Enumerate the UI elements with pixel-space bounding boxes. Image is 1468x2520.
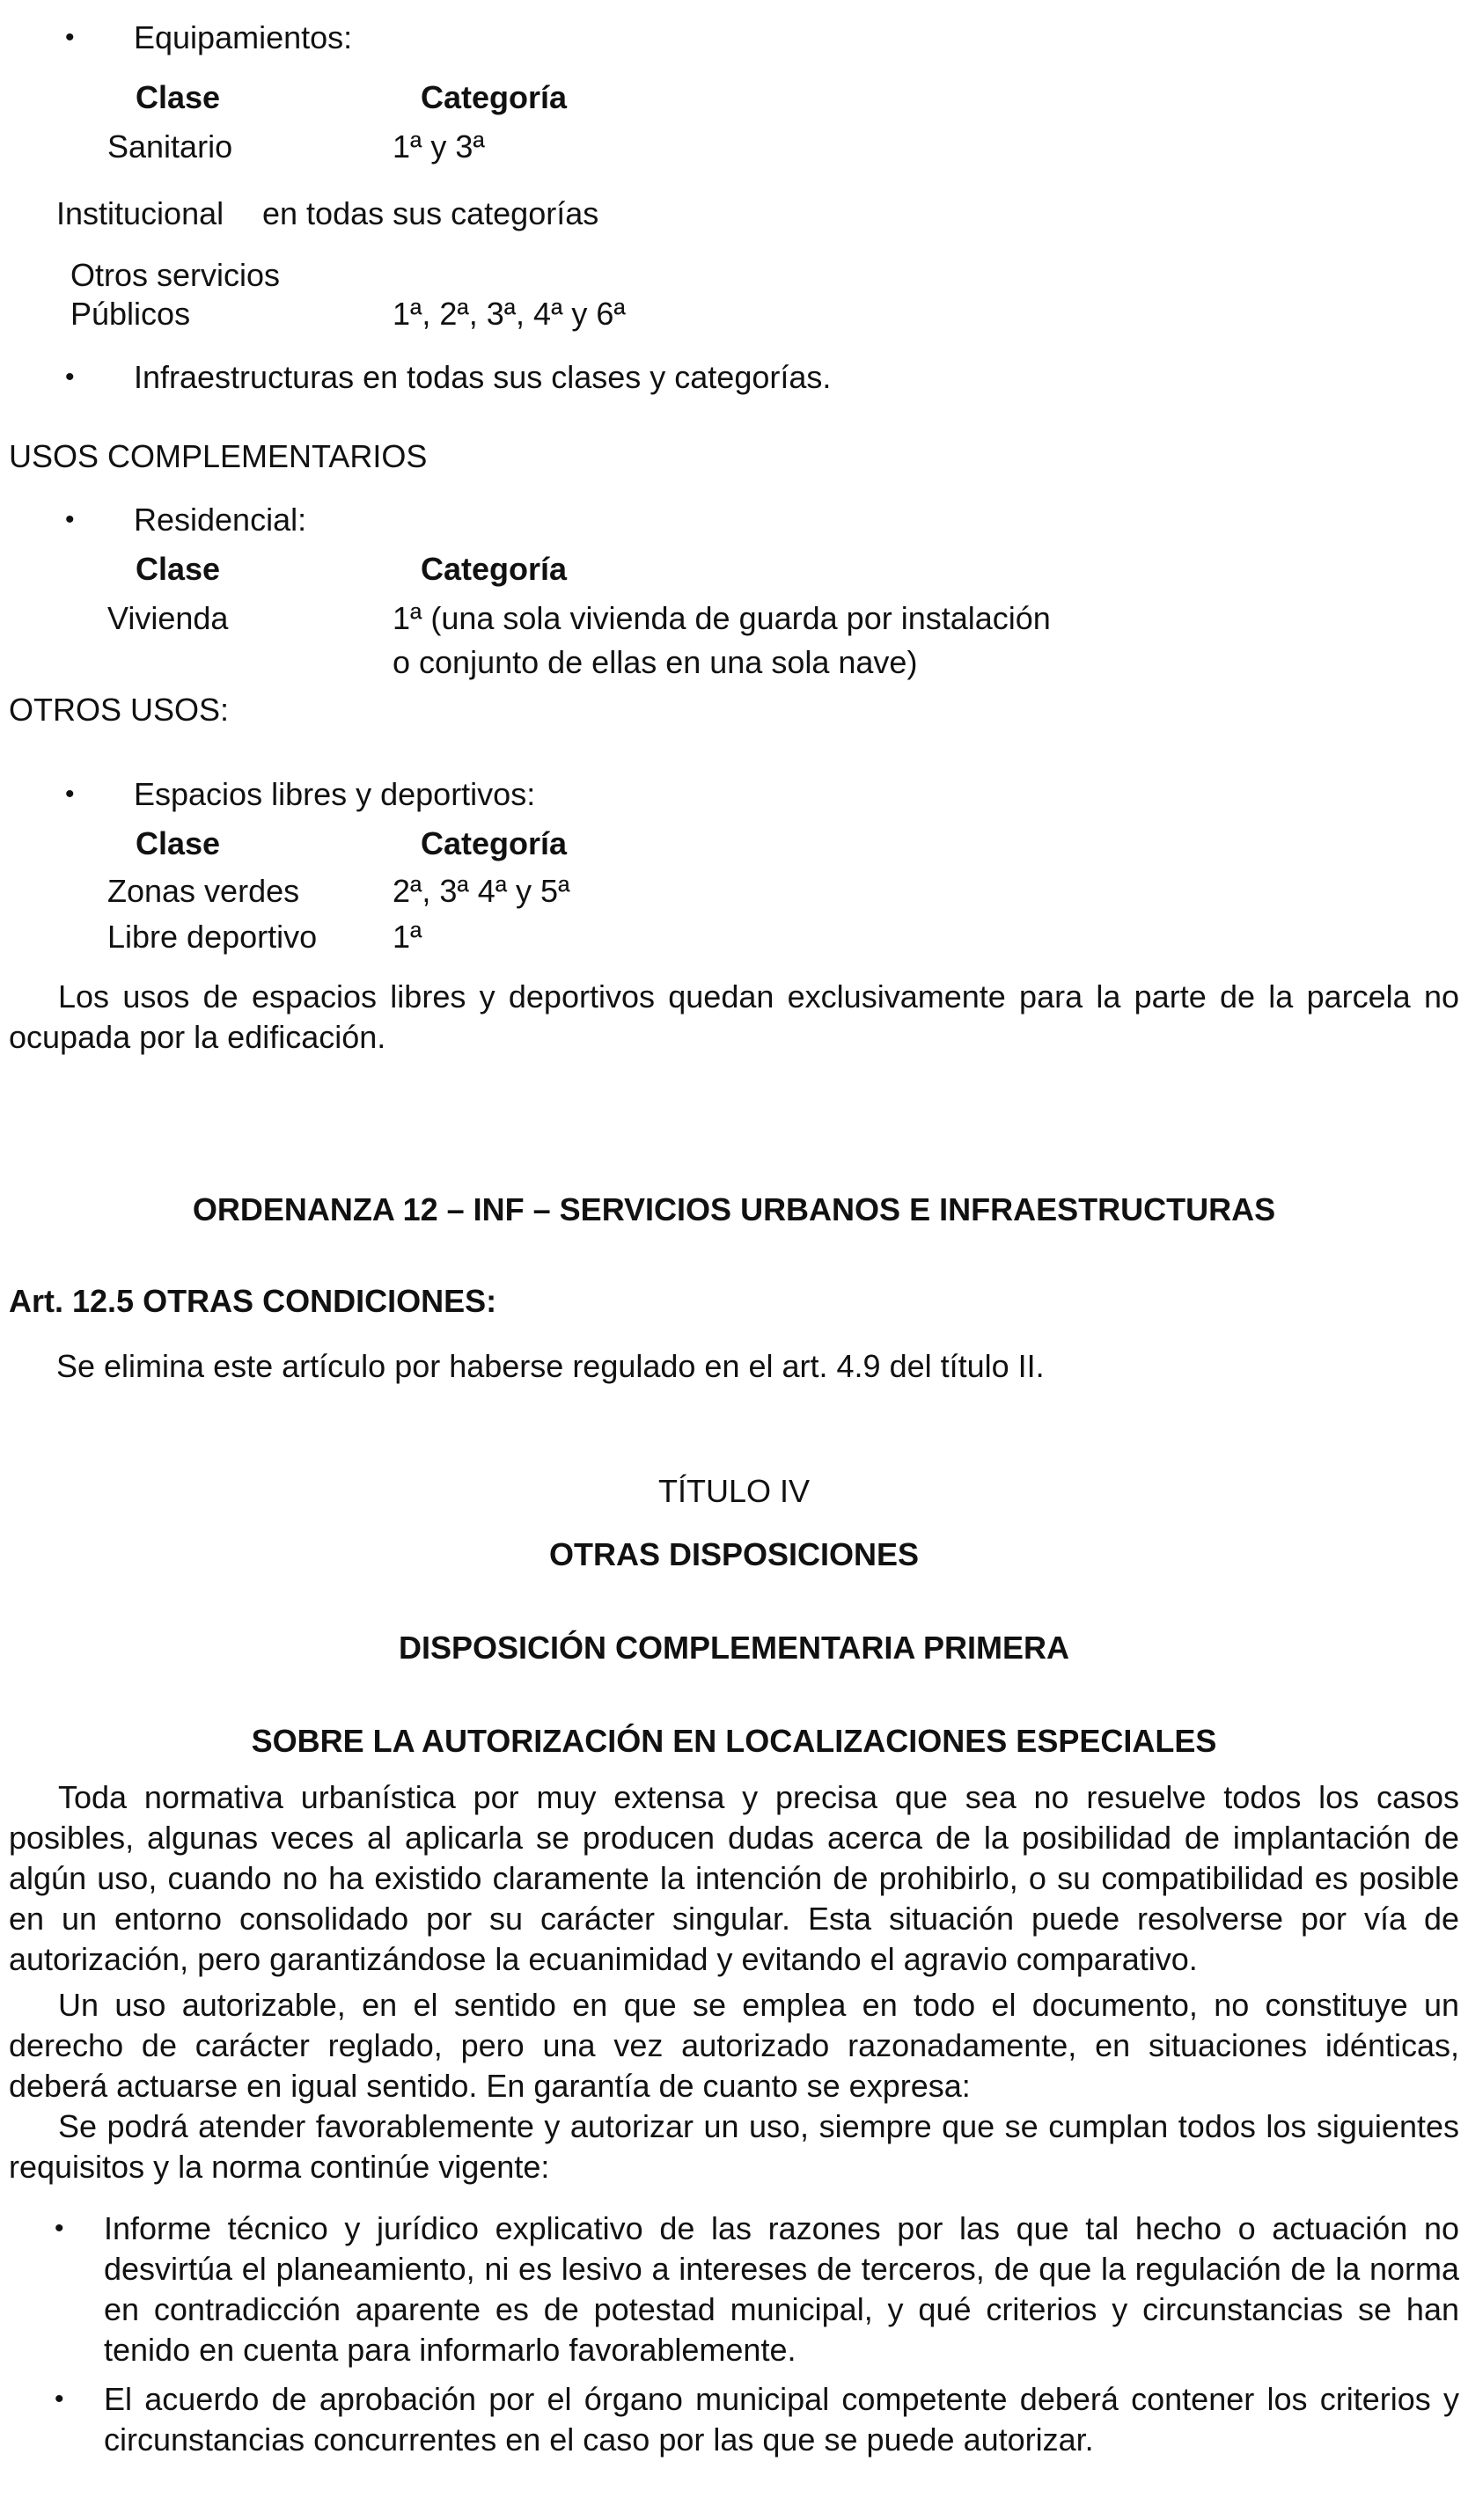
disposicion-title: DISPOSICIÓN COMPLEMENTARIA PRIMERA [398,1630,1070,1666]
residencial-heading: Residencial: [134,502,307,538]
column-header-clase: Clase [136,825,221,861]
column-header-clase: Clase [136,79,221,115]
categoria-institucional: en todas sus categorías [262,195,599,231]
equipamientos-heading: Equipamientos: [134,19,353,55]
bullet-icon: • [65,23,75,52]
clase-sanitario: Sanitario [107,128,233,165]
ordenanza-title: ORDENANZA 12 – INF – SERVICIOS URBANOS E INFRAESTRUCTURAS [192,1191,1276,1227]
categoria-otros-servicios: 1ª, 2ª, 3ª, 4ª y 6ª [393,296,626,332]
espacios-note: Los usos de espacios libres y deportivos quedan exclusivamente para la parte de la parcela no ocupada por la edificación. [9,978,1459,1055]
article-title: Art. 12.5 OTRAS CONDICIONES: [9,1283,497,1319]
list-item: El acuerdo de aprobación por el órgano municipal competente deberá contener los criterios y circunstancias concurrentes en el caso por las que se puede autorizar. [104,2381,1459,2458]
clase-zonas-verdes: Zonas verdes [107,873,300,909]
bullet-icon: • [65,505,75,534]
bullet-icon: • [55,2214,64,2243]
article-text: Se elimina este artículo por haberse regulado en el art. 4.9 del título II. [56,1348,1045,1384]
clase-otros-servicios-line2: Públicos [70,296,191,332]
bullet-icon: • [65,363,75,392]
clase-otros-servicios-line1: Otros servicios [70,257,281,293]
bullet-icon: • [55,2384,64,2414]
clase-libre-deportivo: Libre deportivo [107,919,318,955]
infraestructuras-item: Infraestructuras en todas sus clases y categorías. [134,359,832,395]
categoria-zonas-verdes: 2ª, 3ª 4ª y 5ª [393,873,570,909]
categoria-sanitario: 1ª y 3ª [393,128,485,165]
categoria-vivienda-line2: o conjunto de ellas en una sola nave) [393,644,918,680]
clase-vivienda: Vivienda [107,600,229,636]
otros-usos-heading: OTROS USOS: [9,692,230,728]
titulo-name: OTRAS DISPOSICIONES [548,1536,920,1572]
clase-institucional: Institucional [56,195,224,231]
categoria-vivienda-line1: 1ª (una sola vivienda de guarda por instalación [393,600,1051,636]
titulo-number: TÍTULO IV [657,1473,811,1509]
column-header-clase: Clase [136,551,221,587]
paragraph-2: Un uso autorizable, en el sentido en que se emplea en todo el documento, no constituye un derecho de carácter reglado, pero una vez autorizado razonadamente, en situaciones idénticas, deberá actuarse en igual sentido. En garantía de cuanto se expresa: [9,1987,1459,2104]
list-item: Informe técnico y jurídico explicativo de las razones por las que tal hecho o actuación no desvirtúa el planeamiento, ni es lesivo a intereses de terceros, de que la regulación de la norma en contradicción aparente es de potestad municipal, y qué criterios y circunstancias se han tenido en cuenta para informarlo favorablemente. [104,2210,1459,2368]
usos-complementarios-heading: USOS COMPLEMENTARIOS [9,438,428,474]
bullet-icon: • [65,780,75,809]
paragraph-3: Se podrá atender favorablemente y autorizar un uso, siempre que se cumplan todos los siguientes requisitos y la norma continúe vigente: [9,2108,1459,2185]
paragraph-1: Toda normativa urbanística por muy extensa y precisa que sea no resuelve todos los casos posibles, algunas veces al aplicarla se producen dudas acerca de la posibilidad de implantación de algún uso, cuando no ha existido claramente la intención de prohibirlo, o su compatibilidad es posible en un entorno consolidado por su carácter singular. Esta situación puede resolverse por vía de autorización, pero garantizándose la ecuanimidad y evitando el agravio comparativo. [9,1779,1459,1977]
espacios-heading: Espacios libres y deportivos: [134,776,536,812]
column-header-categoria: Categoría [421,79,568,115]
categoria-libre-deportivo: 1ª [393,919,422,955]
column-header-categoria: Categoría [421,825,568,861]
column-header-categoria: Categoría [421,551,568,587]
disposicion-subtitle: SOBRE LA AUTORIZACIÓN EN LOCALIZACIONES ESPECIALES [251,1723,1217,1759]
